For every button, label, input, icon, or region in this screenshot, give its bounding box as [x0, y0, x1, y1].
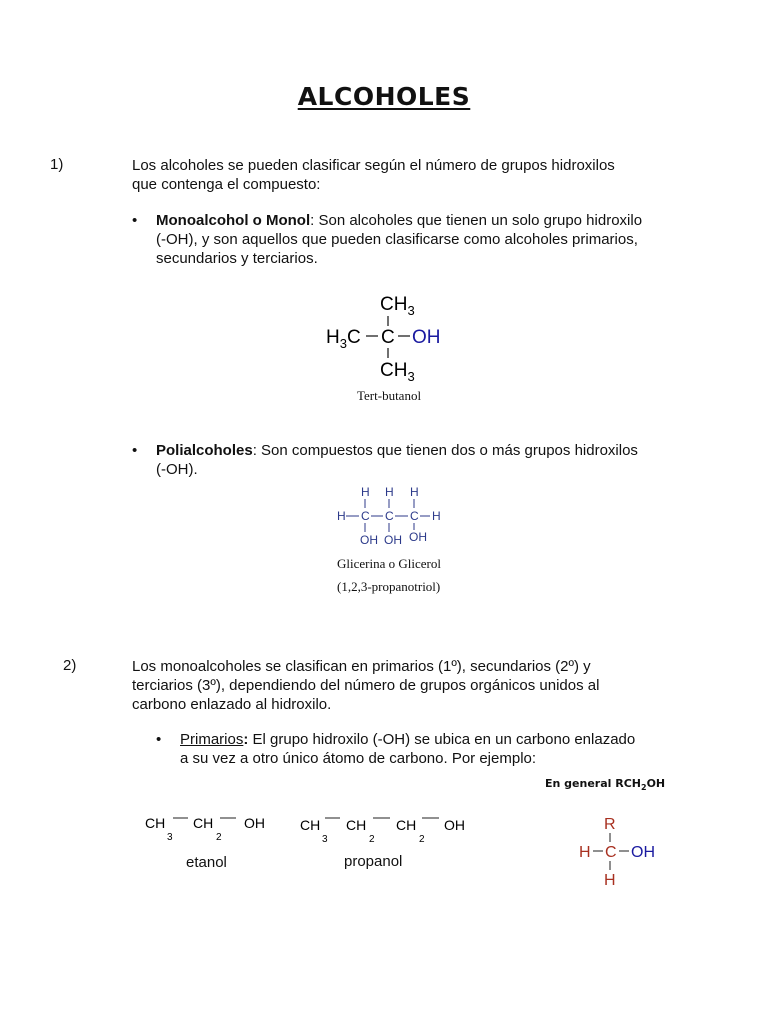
bullet-monoalcohol	[132, 211, 716, 268]
polialcohol-text: : Son compuestos que tienen dos o más grupos hidroxilos	[252, 442, 638, 459]
monoalcohol-term: Monoalcohol o Monol	[156, 212, 311, 229]
pr-oh: OH	[444, 817, 465, 833]
rc-c: C	[605, 844, 617, 861]
tert-butanol-structure	[318, 288, 478, 386]
propanol-label: propanol	[344, 853, 403, 870]
et-oh: OH	[244, 815, 265, 831]
page-title: ALCOHOLES	[297, 82, 471, 111]
etanol-label: etanol	[186, 854, 227, 871]
section1-intro-line1: Los alcoholes se pueden clasificar según el número de grupos hidroxilos	[132, 157, 615, 174]
tb-top-ch: $CH_3$	[380, 294, 415, 318]
gl-oh-3: OH	[409, 530, 427, 544]
gl-oh-2: OH	[384, 533, 402, 547]
bullet-dot: •	[132, 442, 138, 459]
primarios-text: El grupo hidroxilo (-OH) se ubica en un carbono enlazado	[248, 731, 636, 748]
pr-sub3: 3	[322, 834, 328, 845]
polialcohol-line2: (-OH).	[156, 461, 198, 478]
gl-h-top-1: H	[361, 485, 370, 499]
etanol-structure	[140, 810, 280, 844]
tb-oh: OH	[412, 327, 441, 348]
gl-h-top-3: H	[410, 485, 419, 499]
et-sub2: 2	[216, 832, 222, 843]
section1-intro	[132, 156, 692, 194]
section2-line3: carbono enlazado al hidroxilo.	[132, 696, 332, 713]
rc-h-left: H	[579, 844, 591, 861]
monoalcohol-text: : Son alcoholes que tienen un solo grupo hidroxilo	[310, 212, 643, 229]
section2-line2: terciarios (3º), dependiendo del número de grupos orgánicos unidos al	[132, 677, 600, 694]
rc-h-bottom: H	[604, 872, 616, 889]
primarios-line2: a su vez a otro único átomo de carbono. Por ejemplo:	[180, 750, 537, 767]
section2-line1: Los monoalcoholes se clasifican en primarios (1º), secundarios (2º) y	[132, 658, 591, 675]
pr-sub2a: 2	[369, 834, 375, 845]
primarios-term: Primarios	[180, 731, 244, 748]
bullet-polialcohol	[132, 441, 716, 479]
rc-r: R	[604, 816, 616, 833]
gl-c-2: C	[385, 509, 394, 523]
section1-intro-line2: que contenga el compuesto:	[132, 176, 321, 193]
bullet-dot: •	[156, 731, 162, 748]
tb-bottom-ch: $CH_3$	[380, 360, 415, 384]
section-number-1: 1)	[50, 156, 64, 173]
primarios-colon: :	[243, 731, 249, 748]
tb-center-c: C	[381, 327, 395, 348]
rch2oh-structure	[574, 812, 666, 892]
gl-c-1: C	[361, 509, 370, 523]
et-ch3: CH	[145, 815, 166, 831]
gl-h-top-2: H	[385, 485, 394, 499]
pr-sub2b: 2	[419, 834, 425, 845]
bullet-dot: •	[132, 212, 138, 229]
glicerina-structure	[334, 484, 446, 550]
bullet-primarios	[156, 730, 700, 768]
glicerina-caption: Glicerina o Glicerol	[337, 556, 441, 571]
gl-c-3: C	[410, 509, 419, 523]
et-ch2: CH	[193, 815, 214, 831]
et-sub3: 3	[167, 832, 173, 843]
pr-ch2a: CH	[346, 817, 367, 833]
propanol-structure	[295, 812, 480, 846]
pr-ch3: CH	[300, 817, 321, 833]
section-number-2: 2)	[63, 657, 77, 674]
pr-ch2b: CH	[396, 817, 417, 833]
general-formula: En general $RCH_2OH$	[545, 777, 666, 793]
section2-intro	[132, 657, 692, 714]
tb-left-group: $H_3C$	[326, 327, 361, 351]
monoalcohol-line2: (-OH), y son aquellos que pueden clasificarse como alcoholes primarios,	[156, 231, 638, 248]
polialcohol-term: Polialcoholes	[156, 442, 253, 459]
gl-h-left: H	[337, 509, 346, 523]
monoalcohol-line3: secundarios y terciarios.	[156, 250, 318, 267]
gl-h-right: H	[432, 509, 441, 523]
glicerina-caption-2: (1,2,3-propanotriol)	[337, 579, 441, 594]
gl-oh-1: OH	[360, 533, 378, 547]
tert-butanol-caption: Tert-butanol	[357, 388, 422, 403]
rc-oh: OH	[631, 844, 655, 861]
